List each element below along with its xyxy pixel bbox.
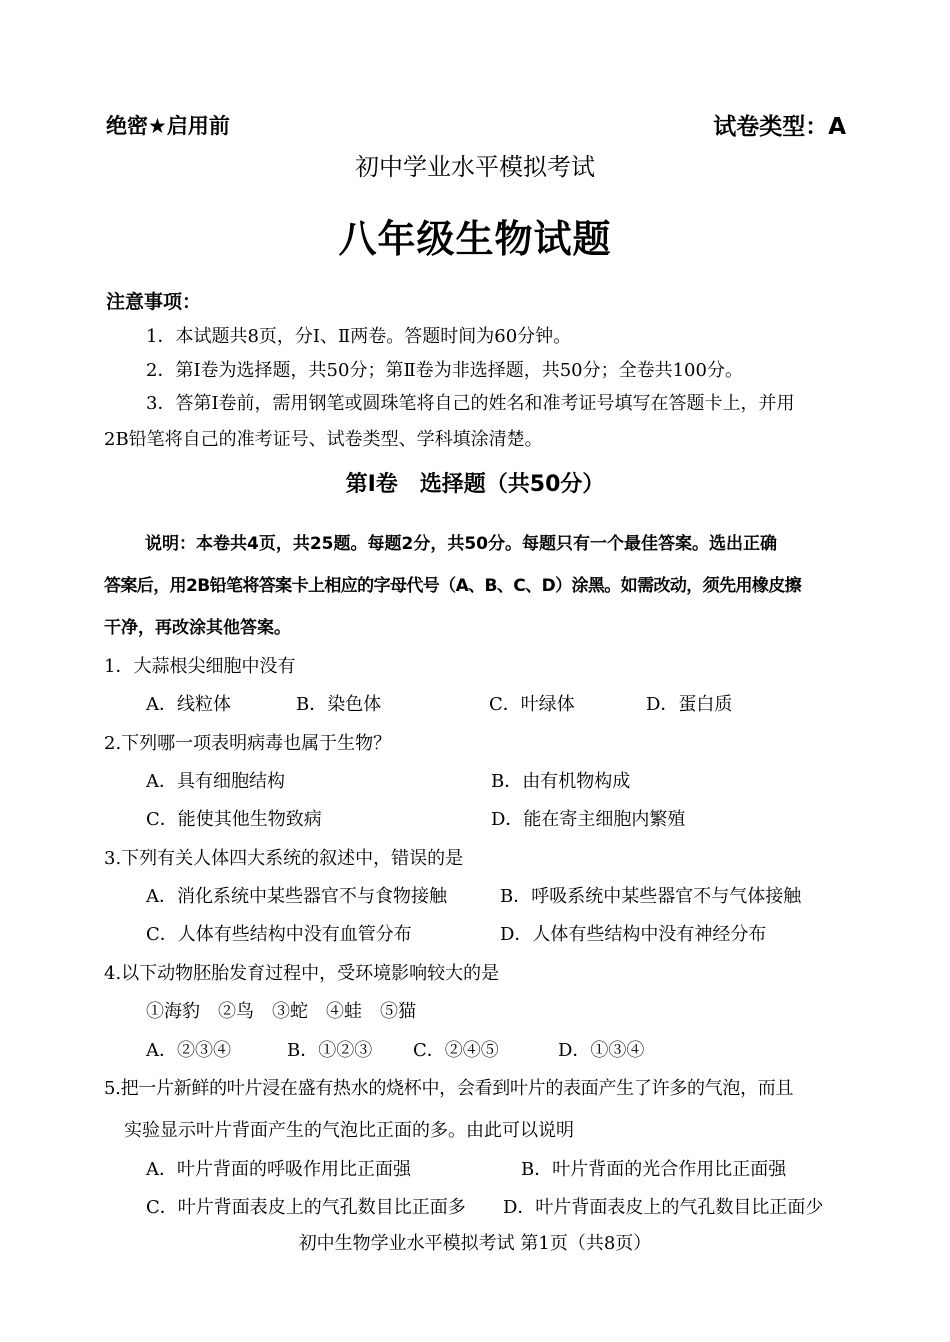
- option-d: D．人体有些结构中没有神经分布: [500, 924, 767, 945]
- question-stem: 2.下列哪一项表明病毒也属于生物？: [104, 733, 392, 754]
- notice-item: 2B铅笔将自己的准考证号、试卷类型、学科填涂清楚。: [104, 429, 543, 450]
- option-a: A．②③④: [146, 1040, 231, 1061]
- notice-item: 3．答第Ⅰ卷前，需用钢笔或圆珠笔将自己的姓名和准考证号填写在答题卡上，并用: [146, 393, 795, 414]
- option-d: D．①③④: [558, 1040, 645, 1061]
- question-stem-cont: 实验显示叶片背面产生的气泡比正面的多。由此可以说明: [124, 1120, 574, 1141]
- option-d: D．能在寄主细胞内繁殖: [491, 809, 686, 830]
- notice-item: 2．第Ⅰ卷为选择题，共50分；第Ⅱ卷为非选择题，共50分；全卷共100分。: [146, 360, 743, 381]
- question-stem: 5.把一片新鲜的叶片浸在盛有热水的烧杯中，会看到叶片的表面产生了许多的气泡，而且: [104, 1078, 794, 1099]
- question-choices: ①海豹 ②鸟 ③蛇 ④蛙 ⑤猫: [146, 1001, 416, 1022]
- section-desc-line: 说明：本卷共4页，共25题。每题2分，共50分。每题只有一个最佳答案。选出正确: [145, 534, 777, 554]
- option-c: C．②④⑤: [413, 1040, 499, 1061]
- exam-subtitle: 初中学业水平模拟考试: [355, 153, 595, 181]
- option-a: A．叶片背面的呼吸作用比正面强: [146, 1159, 411, 1180]
- page-footer: 初中生物学业水平模拟考试 第1页（共8页）: [298, 1233, 652, 1254]
- option-b: B．由有机物构成: [491, 771, 631, 792]
- section-desc-line: 答案后，用2B铅笔将答案卡上相应的字母代号（A、B、C、D）涂黑。如需改动，须先用橡皮擦: [104, 576, 802, 596]
- option-b: B．叶片背面的光合作用比正面强: [521, 1159, 787, 1180]
- question-stem: 1．大蒜根尖细胞中没有: [104, 656, 296, 677]
- paper-type-label: 试卷类型：A: [713, 114, 846, 140]
- option-d: D．蛋白质: [646, 694, 733, 715]
- option-b: B．染色体: [296, 694, 382, 715]
- option-c: C．叶绿体: [489, 694, 575, 715]
- section-heading: 第Ⅰ卷 选择题（共50分）: [345, 472, 605, 497]
- option-c: C．人体有些结构中没有血管分布: [146, 924, 412, 945]
- notice-item: 1．本试题共8页，分Ⅰ、Ⅱ两卷。答题时间为60分钟。: [146, 326, 572, 347]
- page-title: 八年级生物试题: [338, 217, 612, 261]
- option-b: B．①②③: [287, 1040, 373, 1061]
- option-a: A．具有细胞结构: [146, 771, 285, 792]
- option-b: B．呼吸系统中某些器官不与气体接触: [500, 886, 802, 907]
- notice-heading: 注意事项：: [106, 291, 202, 313]
- option-d: D．叶片背面表皮上的气孔数目比正面少: [503, 1197, 824, 1218]
- option-c: C．能使其他生物致病: [146, 809, 322, 830]
- option-c: C．叶片背面表皮上的气孔数目比正面多: [146, 1197, 466, 1218]
- confidential-label: 绝密★启用前: [106, 114, 230, 138]
- question-stem: 4.以下动物胚胎发育过程中，受环境影响较大的是: [104, 963, 500, 984]
- option-a: A．消化系统中某些器官不与食物接触: [146, 886, 447, 907]
- question-stem: 3.下列有关人体四大系统的叙述中，错误的是: [104, 848, 464, 869]
- section-desc-line: 干净，再改涂其他答案。: [104, 618, 291, 638]
- option-a: A．线粒体: [146, 694, 231, 715]
